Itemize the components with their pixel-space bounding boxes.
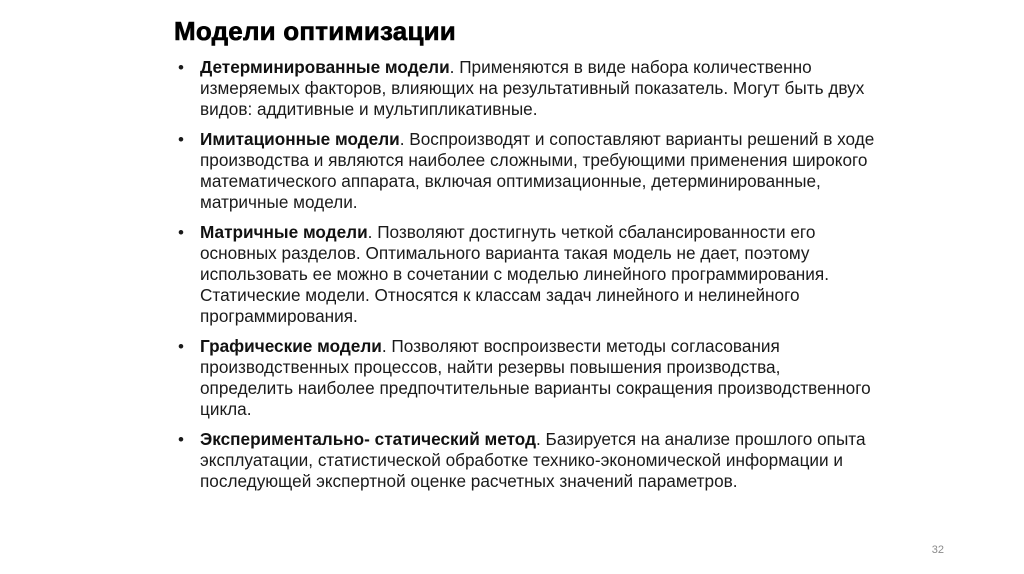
- bullet-glyph: •: [178, 223, 184, 242]
- item-text: . Воспроизводят и сопоставляют варианты решений в ходе производства и являются наиболее сложными, требующими применения широкого математического аппарата, включая оптимизационные, детерминированные, матричные модели.: [200, 129, 875, 212]
- bullet-item-matrix: [176, 222, 876, 327]
- item-term: Имитационные модели: [200, 129, 400, 149]
- bullet-item-experimental: [176, 429, 876, 492]
- item-text: . Базируется на анализе прошлого опыта эксплуатации, статистической обработке технико-экономической информации и последующей экспертной оценке расчетных значений параметров.: [200, 429, 866, 491]
- item-term: Матричные модели: [200, 222, 368, 242]
- bullet-glyph: •: [178, 58, 184, 77]
- slide-title: Модели оптимизации: [174, 16, 456, 46]
- item-text: . Позволяют достигнуть четкой сбалансированности его основных разделов. Оптимального варианта такая модель не дает, поэтому использовать ее можно в сочетании с моделью линейного программирования. Статические модели. Относятся к классам задач линейного и нелинейного программирования.: [200, 222, 829, 326]
- bullet-glyph: •: [178, 130, 184, 149]
- bullet-list: [176, 57, 876, 501]
- page-number: 32: [931, 544, 944, 556]
- item-term: Детерминированные модели: [200, 57, 450, 77]
- item-term: Графические модели: [200, 336, 382, 356]
- item-term: Экспериментально- статический метод: [200, 429, 536, 449]
- bullet-glyph: •: [178, 430, 184, 449]
- bullet-item-graphic: [176, 336, 876, 420]
- bullet-glyph: •: [178, 337, 184, 356]
- item-text: . Применяются в виде набора количественно измеряемых факторов, влияющих на результативный показатель. Могут быть двух видов: аддитивные и мультипликативные.: [200, 57, 865, 119]
- bullet-item-deterministic: [176, 57, 876, 120]
- bullet-item-simulation: [176, 129, 876, 213]
- item-text: . Позволяют воспроизвести методы согласования производственных процессов, найти резервы повышения производства, определить наиболее предпочтительные варианты сокращения производственного цикла.: [200, 336, 871, 419]
